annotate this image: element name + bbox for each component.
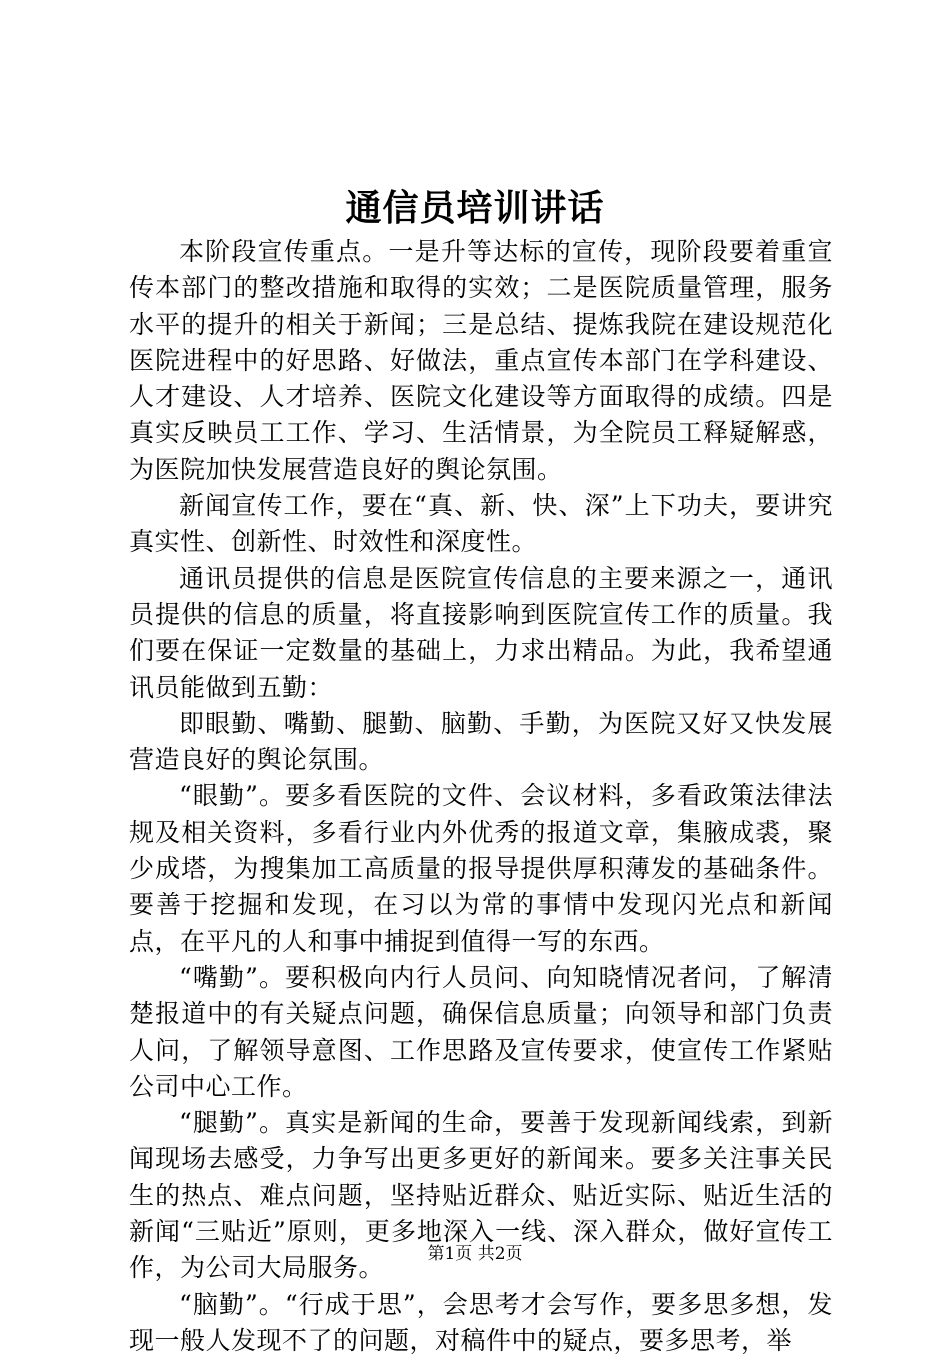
- paragraph-mouth-diligence: “嘴勤”。要积极向内行人员问、向知晓情况者问，了解清楚报道中的有关疑点问题，确保信息质量；向领导和部门负责人问，了解领导意图、工作思路及宣传要求，使宣传工作紧贴公司中心工作。: [129, 962, 833, 1101]
- paragraph-eye-diligence: “眼勤”。要多看医院的文件、会议材料，多看政策法律法规及相关资料，多看行业内外优秀的报道文章，集腋成裘，聚少成塔，为搜集加工高质量的报导提供厚积薄发的基础条件。要善于挖掘和发现，在习以为常的事情中发现闪光点和新闻点，在平凡的人和事中捕捉到值得一写的东西。: [129, 781, 833, 956]
- document-body: [129, 234, 833, 1359]
- paragraph-five-diligences: 即眼勤、嘴勤、腿勤、脑勤、手勤，为医院又好又快发展营造良好的舆论氛围。: [129, 708, 833, 775]
- paragraph-correspondent-role: 通讯员提供的信息是医院宣传信息的主要来源之一，通讯员提供的信息的质量，将直接影响到医院宣传工作的质量。我们要在保证一定数量的基础上，力求出精品。为此，我希望通讯员能做到五勤：: [129, 563, 833, 702]
- paragraph-leg-diligence: “腿勤”。真实是新闻的生命，要善于发现新闻线索，到新闻现场去感受，力争写出更多更好的新闻来。要多关注事关民生的热点、难点问题，坚持贴近群众、贴近实际、贴近生活的新闻“三贴近”原则，更多地深入一线、深入群众，做好宣传工作，为公司大局服务。: [129, 1108, 833, 1283]
- paragraph-brain-diligence: “脑勤”。“行成于思”，会思考才会写作，要多思多想，发现一般人发现不了的问题，对稿件中的疑点，要多思考，举: [129, 1289, 833, 1355]
- document-title: 通信员培训讲话: [345, 187, 605, 229]
- page-number-footer: 第1页 共2页: [427, 1244, 523, 1264]
- paragraph-news-principles: 新闻宣传工作，要在“真、新、快、深”上下功夫，要讲究真实性、创新性、时效性和深度性。: [129, 491, 833, 557]
- paragraph-publicity-focus: 本阶段宣传重点。一是升等达标的宣传，现阶段要着重宣传本部门的整改措施和取得的实效；二是医院质量管理，服务水平的提升的相关于新闻；三是总结、提炼我院在建设规范化医院进程中的好思路、好做法，重点宣传本部门在学科建设、人才建设、人才培养、医院文化建设等方面取得的成绩。四是真实反映员工工作、学习、生活情景，为全院员工释疑解惑，为医院加快发展营造良好的舆论氛围。: [129, 237, 833, 484]
